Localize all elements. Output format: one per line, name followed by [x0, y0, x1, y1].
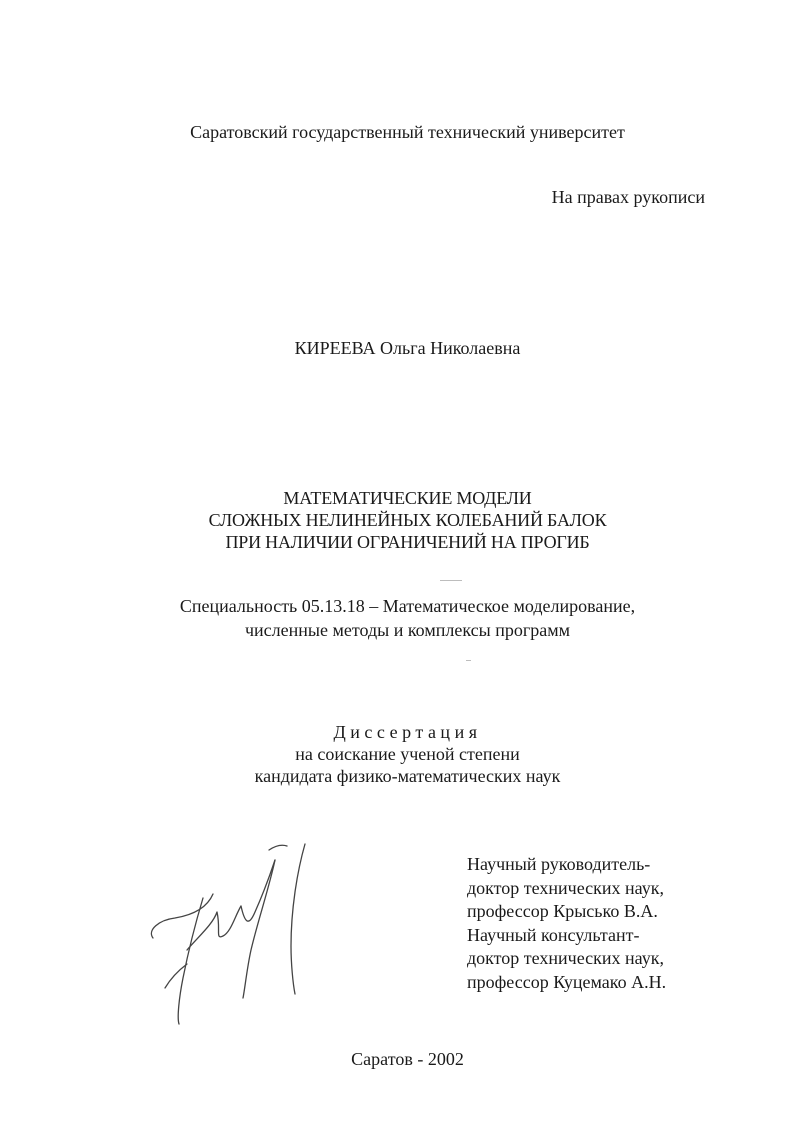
- signature-icon: [145, 838, 335, 1038]
- specialty-line: численные методы и комплексы программ: [244, 620, 571, 640]
- advisor-line: Научный руководитель-: [467, 854, 651, 874]
- title-line: МАТЕМАТИЧЕСКИЕ МОДЕЛИ: [283, 488, 532, 508]
- specialty-line: Специальность 05.13.18 – Математическое моделирование,: [179, 596, 636, 616]
- advisor-line: доктор технических наук,: [467, 877, 664, 898]
- scan-speck: [466, 660, 471, 661]
- university-name: Саратовский государственный технический университет: [190, 122, 625, 142]
- advisor-line: Научный консультант-: [467, 924, 640, 945]
- scan-speck: [440, 580, 462, 581]
- advisors-block: [467, 853, 666, 994]
- title-line: ПРИ НАЛИЧИИ ОГРАНИЧЕНИЙ НА ПРОГИБ: [225, 532, 590, 552]
- author-name: КИРЕЕВА Ольга Николаевна: [294, 338, 521, 358]
- dissertation-title: [0, 487, 793, 553]
- advisor-line: доктор технических наук,: [467, 948, 664, 968]
- dissertation-info: [0, 721, 793, 787]
- degree-line: на соискание ученой степени: [295, 744, 520, 764]
- city-year: Саратов - 2002: [351, 1049, 464, 1069]
- advisor-line: профессор Куцемако А.Н.: [467, 971, 667, 992]
- specialty: [0, 594, 793, 642]
- advisor-line: профессор Крысько В.А.: [467, 901, 658, 921]
- degree-line: кандидата физико-математических наук: [254, 766, 561, 786]
- dissertation-word: Диссертация: [333, 722, 482, 742]
- rights-note: На правах рукописи: [551, 187, 705, 207]
- title-line: СЛОЖНЫХ НЕЛИНЕЙНЫХ КОЛЕБАНИЙ БАЛОК: [208, 510, 607, 530]
